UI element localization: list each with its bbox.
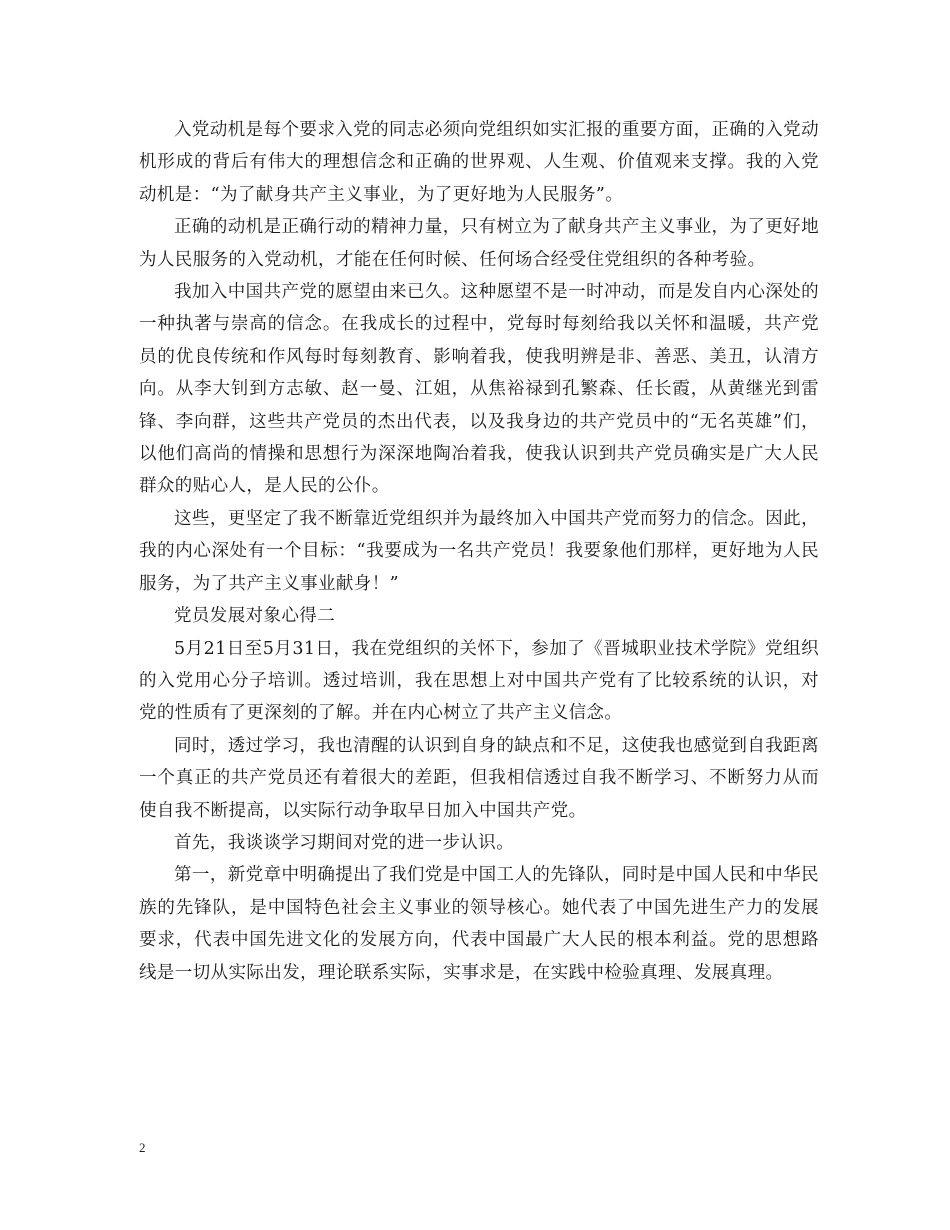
paragraph-motivation: 入党动机是每个要求入党的同志必须向党组织如实汇报的重要方面，正确的入党动机形成的背后有伟大的理想信念和正确的世界观、人生观、价值观来支撑。我的入党动机是：“为了献身共产主义事业，为了更好地为人民服务”。 — [139, 120, 819, 205]
paragraph-training: 5月21日至5月31日，我在党组织的关怀下，参加了《晋城职业技术学院》党组织的入党用心分子培训。透过培训，我在思想上对中国共产党有了比较系统的认识，对党的性质有了更深刻的了解。并在内心树立了共产主义信念。 — [139, 638, 819, 724]
page-number: 2 — [139, 1140, 146, 1155]
paragraph-correct-motive: 正确的动机是正确行动的精神力量，只有树立为了献身共产主义事业，为了更好地为人民服务的入党动机，才能在任何时候、任何场合经受住党组织的各种考验。 — [139, 217, 819, 270]
section-heading: 党员发展对象心得二 — [174, 606, 336, 627]
paragraph-self-reflection: 同时，透过学习，我也清醒的认识到自身的缺点和不足，这使我也感觉到自我距离一个真正的共产党员还有着很大的差距，但我相信透过自我不断学习、不断努力从而使自我不断提高，以实际行动争取早日加入中国共产党。 — [139, 735, 819, 821]
paragraph-first-intro: 首先，我谈谈学习期间对党的进一步认识。 — [174, 832, 515, 853]
paragraph-wish: 我加入中国共产党的愿望由来已久。这种愿望不是一时冲动，而是发自内心深处的一种执著与崇高的信念。在我成长的过程中，党每时每刻给我以关怀和温暖，共产党员的优良传统和作风每时每刻教育、影响着我，使我明辨是非、善恶、美丑，认清方向。从李大钊到方志敏、赵一曼、江姐，从焦裕禄到孔繁森、任长霞，从黄继光到雷锋、李向群，这些共产党员的杰出代表，以及我身边的共产党员中的“无名英雄”们，以他们高尚的情操和思想行为深深地陶冶着我，使我认识到共产党员确实是广大人民群众的贴心人，是人民的公仆。 — [139, 282, 819, 497]
paragraph-goal: 这些，更坚定了我不断靠近党组织并为最终加入中国共产党而努力的信念。因此，我的内心深处有一个目标：“我要成为一名共产党员！我要象他们那样，更好地为人民服务，为了共产主义事业献身！” — [139, 508, 819, 594]
document-body — [139, 114, 819, 989]
paragraph-first-point: 第一，新党章中明确提出了我们党是中国工人的先锋队，同时是中国人民和中华民族的先锋队，是中国特色社会主义事业的领导核心。她代表了中国先进生产力的发展要求，代表中国先进文化的发展方向，代表中国最广大人民的根本利益。党的思想路线是一切从实际出发，理论联系实际，实事求是，在实践中检验真理、发展真理。 — [139, 865, 819, 983]
